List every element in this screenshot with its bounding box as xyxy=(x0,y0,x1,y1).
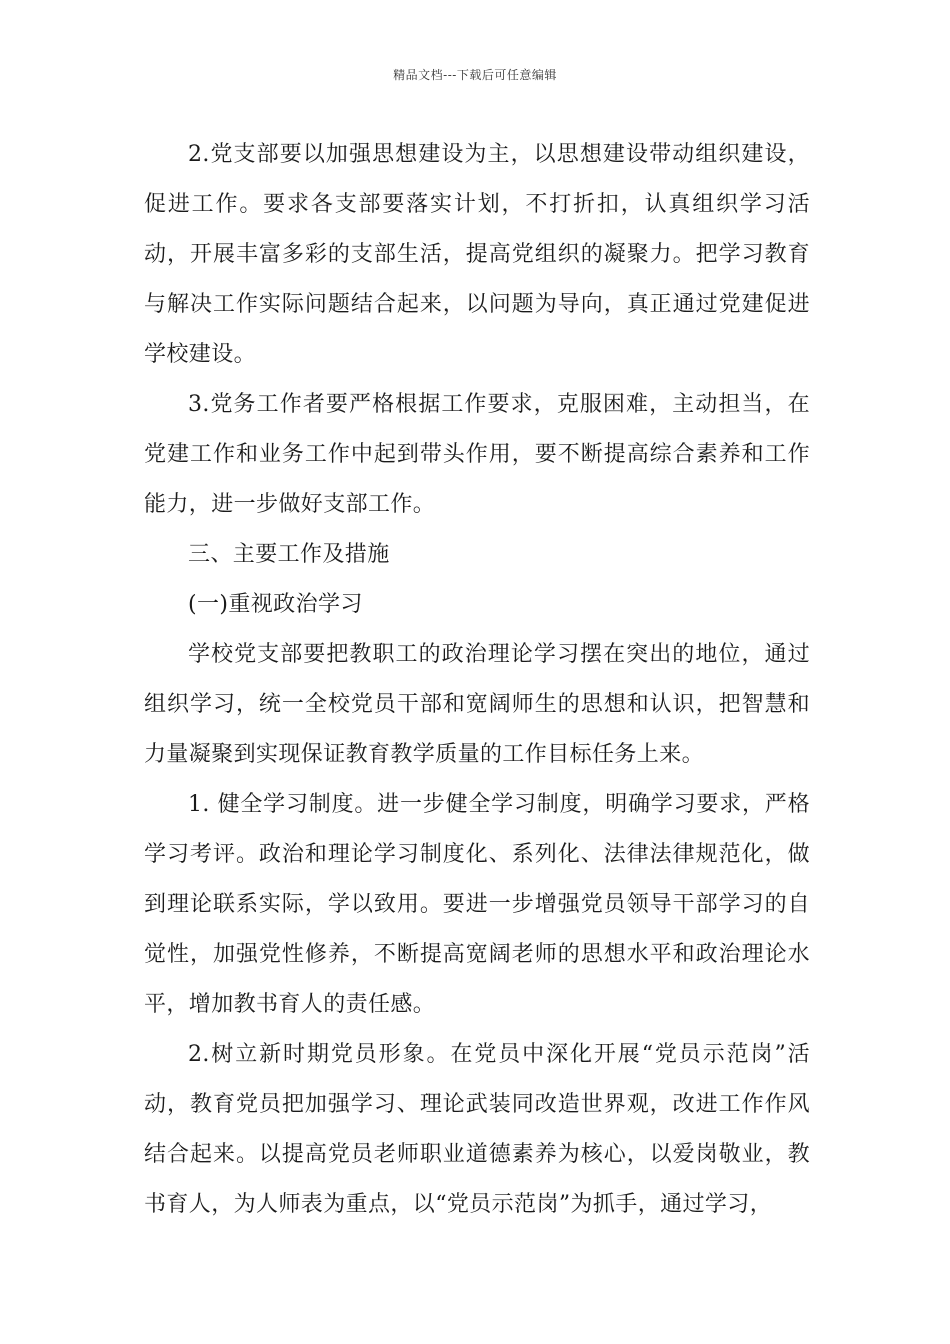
subsection-heading-political-study: (一)重视政治学习 xyxy=(188,592,363,617)
paragraph-study-overview: 学校党支部要把教职工的政治理论学习摆在突出的地位，通过组织学习，统一全校党员干部和宽阔师生的思想和认识，把智慧和力量凝聚到实现保证教育教学质量的工作目标任务上来。 xyxy=(144,642,810,767)
section-heading-main-work: 三、主要工作及措施 xyxy=(188,542,390,567)
paragraph-party-member-image: 2.树立新时期党员形象。在党员中深化开展“党员示范岗”活动，教育党员把加强学习、理论武装同改造世界观，改进工作作风结合起来。以提高党员老师职业道德素养为核心，以爱岗敬业，教书育人，为人师表为重点，以“党员示范岗”为抓手，通过学习， xyxy=(144,1042,810,1217)
paragraph-study-system: 1. 健全学习制度。进一步健全学习制度，明确学习要求，严格学习考评。政治和理论学习制度化、系列化、法律法律规范化，做到理论联系实际，学以致用。要进一步增强党员领导干部学习的自觉性，加强党性修养，不断提高宽阔老师的思想水平和政治理论水平，增加教书育人的责任感。 xyxy=(144,792,810,1017)
paragraph-party-branch-ideology: 2.党支部要以加强思想建设为主，以思想建设带动组织建设，促进工作。要求各支部要落实计划，不打折扣，认真组织学习活动，开展丰富多彩的支部生活，提高党组织的凝聚力。把学习教育与解决工作实际问题结合起来，以问题为导向，真正通过党建促进学校建设。 xyxy=(144,142,810,367)
paragraph-party-workers: 3.党务工作者要严格根据工作要求，克服困难，主动担当，在党建工作和业务工作中起到带头作用，要不断提高综合素养和工作能力，进一步做好支部工作。 xyxy=(144,392,810,517)
document-body xyxy=(144,130,810,1230)
page-header: 精品文档---下载后可任意编辑 xyxy=(393,68,557,82)
